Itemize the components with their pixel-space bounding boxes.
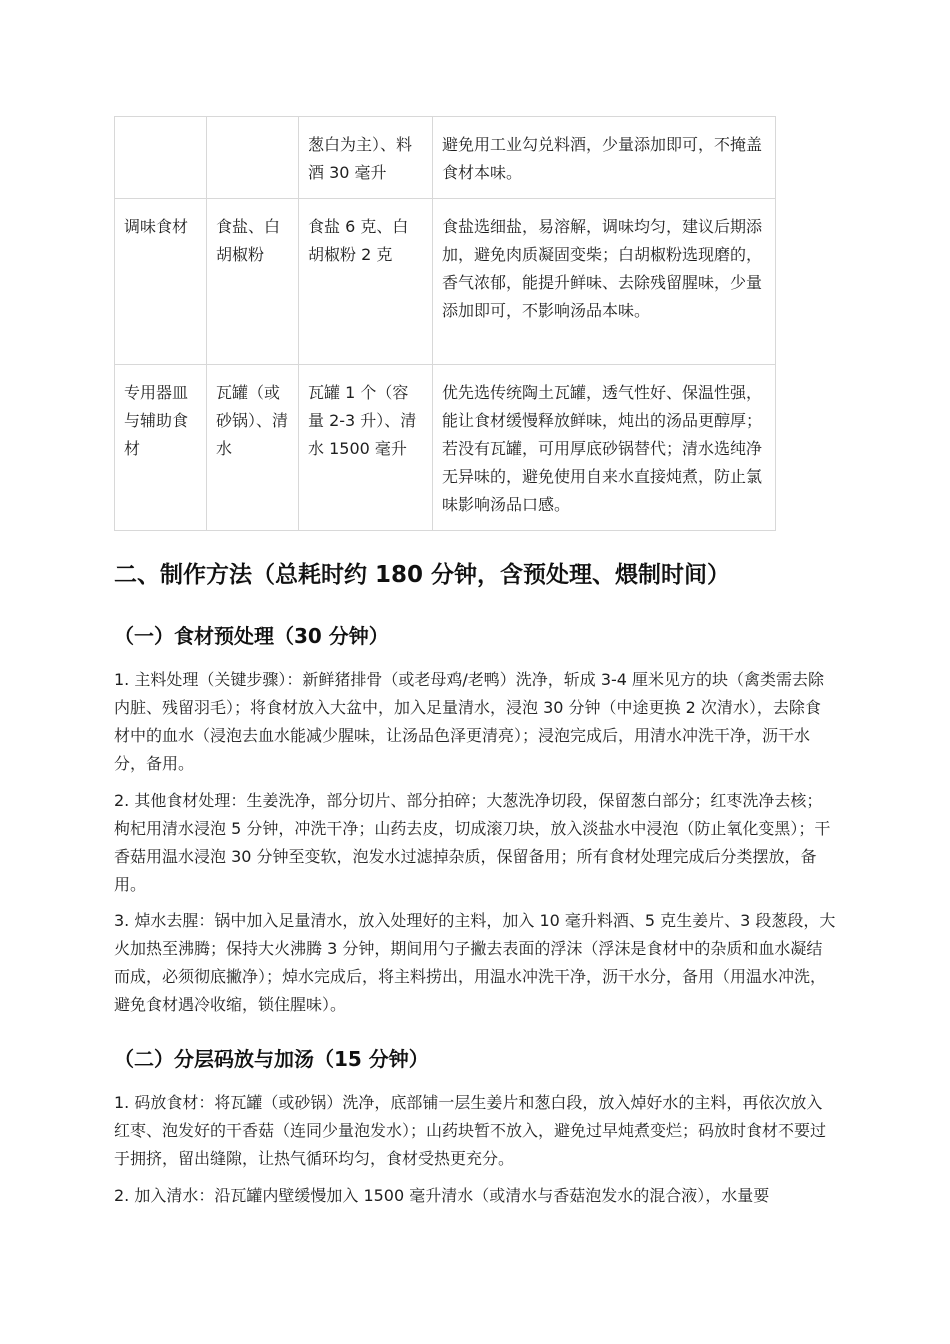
- ingredients-table: [114, 116, 776, 531]
- step-paragraph: 1. 码放食材：将瓦罐（或砂锅）洗净，底部铺一层生姜片和葱白段，放入焯好水的主料，再依次放入红枣、泡发好的干香菇（连同少量泡发水）；山药块暂不放入，避免过早炖煮变烂；码放时食材不要过于拥挤，留出缝隙，让热气循环均匀，食材受热更充分。: [114, 1093, 827, 1168]
- subsection-heading: （一）食材预处理（30 分钟）: [114, 624, 389, 648]
- subsection-heading: （二）分层码放与加汤（15 分钟）: [114, 1047, 429, 1071]
- table-cell-note: 优先选传统陶土瓦罐，透气性好、保温性强，能让食材缓慢释放鲜味，炖出的汤品更醇厚；若没有瓦罐，可用厚底砂锅替代；清水选纯净无异味的，避免使用自来水直接炖煮，防止氯味影响汤品口感。: [433, 365, 776, 531]
- table-cell-amount: 食盐 6 克、白胡椒粉 2 克: [299, 199, 433, 365]
- table-row: [115, 117, 776, 199]
- table-cell-items: 食盐、白胡椒粉: [207, 199, 299, 365]
- step-paragraph: 2. 加入清水：沿瓦罐内壁缓慢加入 1500 毫升清水（或清水与香菇泡发水的混合液），水量要: [114, 1186, 770, 1205]
- table-cell-amount: 瓦罐 1 个（容量 2-3 升）、清水 1500 毫升: [299, 365, 433, 531]
- table-cell-items: [207, 117, 299, 199]
- step-paragraph: 3. 焯水去腥：锅中加入足量清水，放入处理好的主料，加入 10 毫升料酒、5 克生姜片、3 段葱段，大火加热至沸腾；保持大火沸腾 3 分钟，期间用勺子撇去表面的浮沫（浮沫是食材中的杂质和血水凝结而成，必须彻底撇净）；焯水完成后，将主料捞出，用温水冲洗干净，沥干水分，备用（用温水冲洗，避免食材遇冷收缩，锁住腥味）。: [114, 911, 836, 1014]
- table-cell-items: 瓦罐（或砂锅）、清水: [207, 365, 299, 531]
- table-row: [115, 199, 776, 365]
- table-row: [115, 365, 776, 531]
- table-cell-category: 专用器皿与辅助食材: [115, 365, 207, 531]
- table-cell-note: 食盐选细盐，易溶解，调味均匀，建议后期添加，避免肉质凝固变柴；白胡椒粉选现磨的，香气浓郁，能提升鲜味、去除残留腥味，少量添加即可，不影响汤品本味。: [433, 199, 776, 365]
- table-cell-note: 避免用工业勾兑料酒，少量添加即可，不掩盖食材本味。: [433, 117, 776, 199]
- table-cell-category: [115, 117, 207, 199]
- table-cell-amount: 葱白为主）、料酒 30 毫升: [299, 117, 433, 199]
- section-heading: 二、制作方法（总耗时约 180 分钟，含预处理、煨制时间）: [114, 562, 731, 588]
- step-paragraph: 2. 其他食材处理：生姜洗净，部分切片、部分拍碎；大葱洗净切段，保留葱白部分；红枣洗净去核；枸杞用清水浸泡 5 分钟，冲洗干净；山药去皮，切成滚刀块，放入淡盐水中浸泡（防止氧化变黑）；干香菇用温水浸泡 30 分钟至变软，泡发水过滤掉杂质，保留备用；所有食材处理完成后分类摆放，备用。: [114, 791, 831, 894]
- step-paragraph: 1. 主料处理（关键步骤）：新鲜猪排骨（或老母鸡/老鸭）洗净，斩成 3-4 厘米见方的块（禽类需去除内脏、残留羽毛）；将食材放入大盆中，加入足量清水，浸泡 30 分钟（中途更换 2 次清水），去除食材中的血水（浸泡去血水能减少腥味，让汤品色泽更清亮）；浸泡完成后，用清水冲洗干净，沥干水分，备用。: [114, 670, 825, 773]
- table-cell-category: 调味食材: [115, 199, 207, 365]
